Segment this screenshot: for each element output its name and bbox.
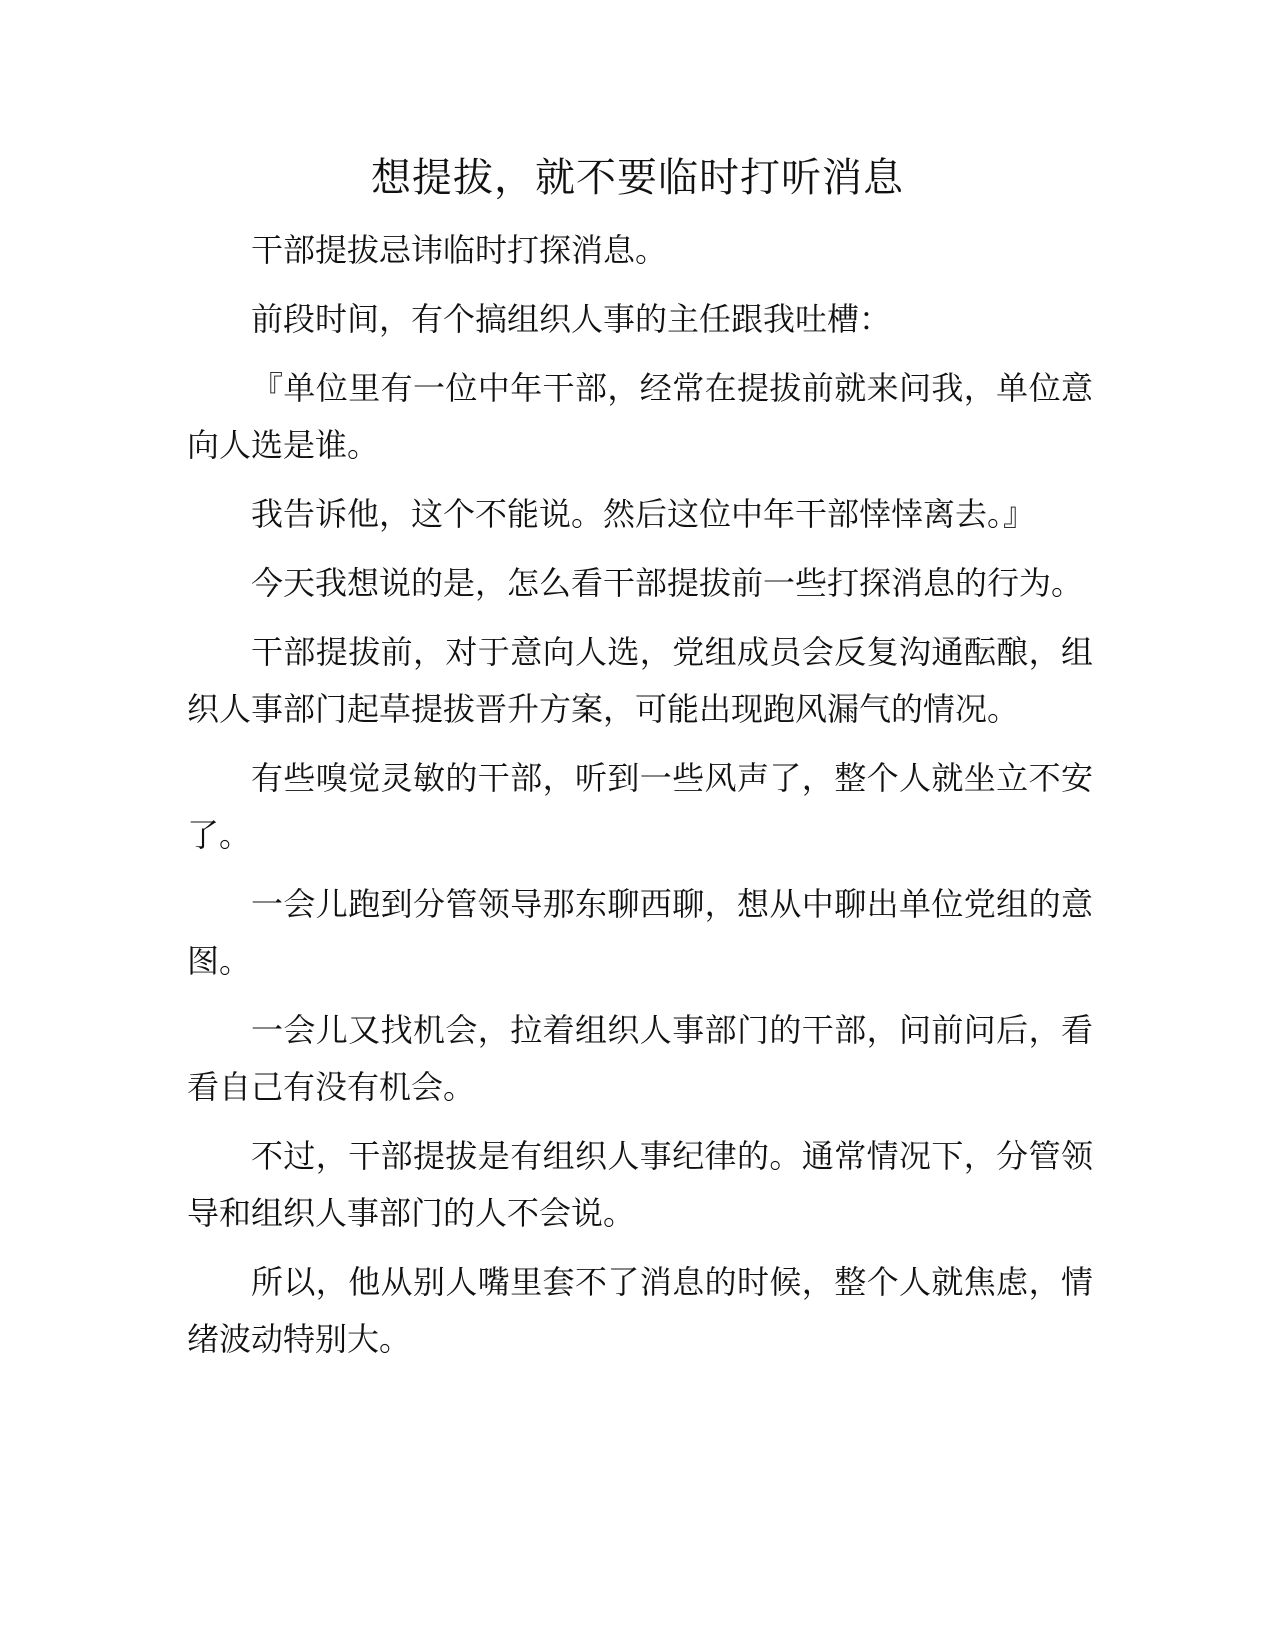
paragraph: 『单位里有一位中年干部，经常在提拔前就来问我，单位意向人选是谁。 xyxy=(187,369,1093,464)
paragraph: 前段时间，有个搞组织人事的主任跟我吐槽： xyxy=(251,300,892,338)
paragraph: 所以，他从别人嘴里套不了消息的时候，整个人就焦虑，情绪波动特别大。 xyxy=(187,1263,1093,1358)
paragraph: 一会儿跑到分管领导那东聊西聊，想从中聊出单位党组的意图。 xyxy=(187,885,1093,980)
document-title: 想提拔，就不要临时打听消息 xyxy=(371,155,904,201)
document-body xyxy=(187,222,1093,1380)
paragraph: 有些嗅觉灵敏的干部，听到一些风声了，整个人就坐立不安了。 xyxy=(187,759,1093,854)
paragraph: 今天我想说的是，怎么看干部提拔前一些打探消息的行为。 xyxy=(251,564,1084,602)
paragraph: 一会儿又找机会，拉着组织人事部门的干部，问前问后，看看自己有没有机会。 xyxy=(187,1011,1093,1106)
paragraph: 不过，干部提拔是有组织人事纪律的。通常情况下，分管领导和组织人事部门的人不会说。 xyxy=(187,1137,1093,1232)
paragraph: 干部提拔前，对于意向人选，党组成员会反复沟通酝酿，组织人事部门起草提拔晋升方案，可能出现跑风漏气的情况。 xyxy=(187,633,1093,728)
paragraph: 干部提拔忌讳临时打探消息。 xyxy=(251,231,668,269)
paragraph: 我告诉他，这个不能说。然后这位中年干部悻悻离去。』 xyxy=(251,495,1036,533)
